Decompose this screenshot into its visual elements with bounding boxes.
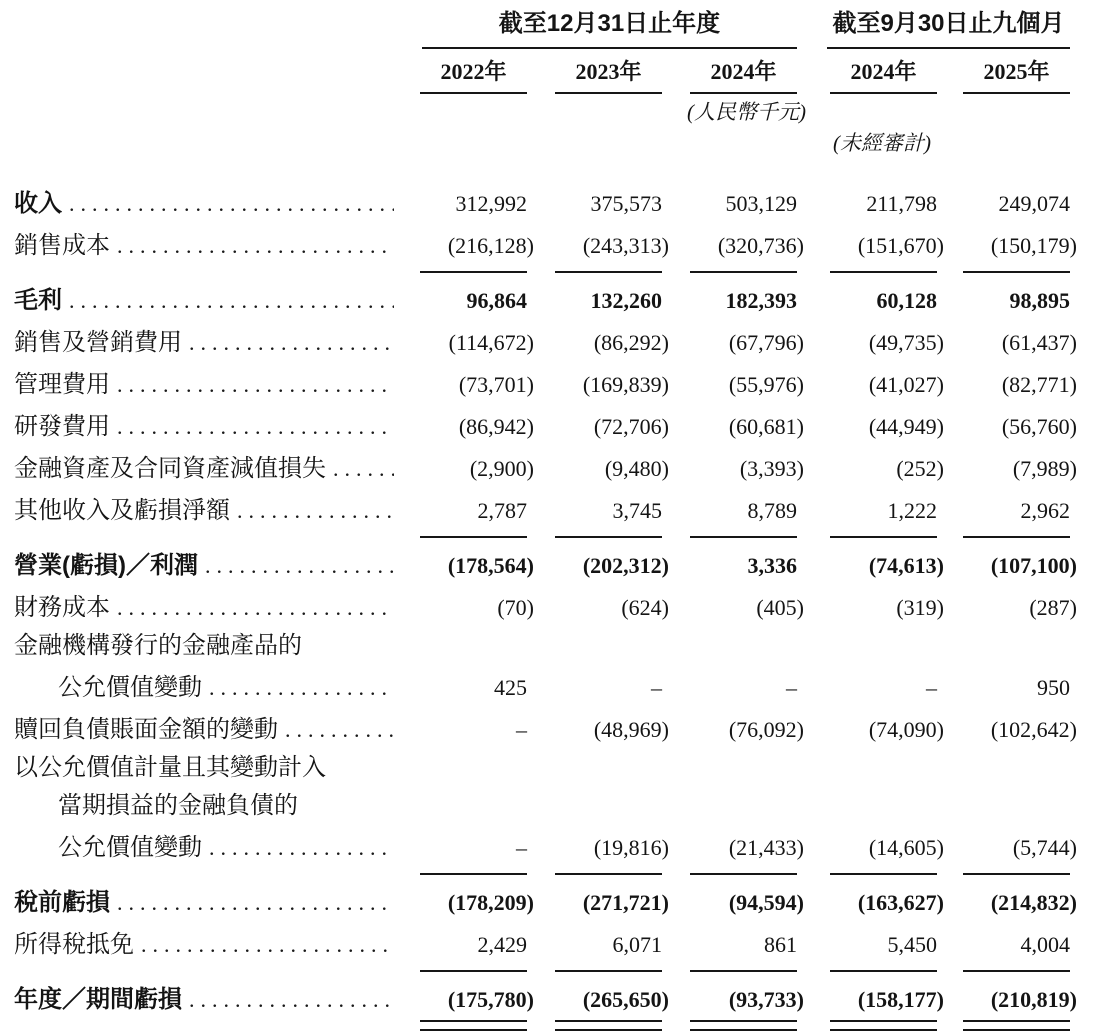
row-label-cell — [14, 986, 406, 1014]
row-label-cell — [14, 889, 406, 917]
cell-value — [662, 792, 797, 820]
unaudited-note: (未經審計) — [833, 131, 931, 155]
value-text: (202,312) — [582, 553, 669, 578]
value-text: (158,177) — [857, 987, 944, 1012]
value-text: 249,074 — [998, 191, 1070, 216]
value-text: (169,839) — [582, 372, 669, 397]
value-text: (178,564) — [447, 553, 534, 578]
table-row — [14, 820, 1098, 875]
cell-value — [937, 792, 1070, 820]
value-text: (320,736) — [717, 233, 804, 258]
cell-value — [406, 287, 527, 315]
value-text: (5,744) — [1012, 835, 1077, 860]
table-row — [14, 315, 1098, 357]
value-text: (48,969) — [593, 717, 669, 742]
value-text: 60,128 — [876, 288, 937, 313]
row-label-cell — [14, 594, 406, 622]
value-text: (175,780) — [447, 987, 534, 1012]
column-header-2024: 2024年 — [662, 59, 797, 94]
cell-value — [662, 455, 804, 483]
cell-value — [797, 287, 937, 315]
value-text: (319) — [896, 595, 944, 620]
cell-value — [662, 931, 797, 972]
row-label: 銷售及營銷費用 — [14, 330, 182, 356]
row-label: 管理費用 — [14, 372, 110, 398]
cell-value — [527, 232, 669, 273]
row-label: 以公允價值計量且其變動計入 — [14, 755, 326, 781]
cell-value — [797, 190, 937, 218]
cell-value — [406, 552, 534, 580]
table-row — [14, 702, 1098, 744]
cell-value — [527, 674, 662, 702]
row-label-cell — [14, 716, 406, 744]
value-text: (3,393) — [739, 456, 804, 481]
row-label: 稅前虧損 — [14, 889, 110, 916]
cell-value — [527, 792, 662, 820]
cell-value — [527, 931, 662, 972]
cell-value — [406, 754, 527, 782]
row-label: 其他收入及虧損淨額 — [14, 498, 230, 524]
cell-value — [797, 455, 944, 483]
cell-value — [662, 986, 804, 1031]
cell-value — [662, 413, 804, 441]
cell-value — [797, 986, 944, 1031]
cell-value — [406, 329, 534, 357]
dot-leader — [237, 497, 394, 525]
value-text: 2,787 — [477, 498, 527, 523]
value-text: (252) — [896, 456, 944, 481]
value-text: (287) — [1029, 595, 1077, 620]
cell-value — [937, 287, 1070, 315]
cell-value — [662, 594, 804, 622]
value-text: (102,642) — [990, 717, 1077, 742]
cell-value — [527, 986, 669, 1031]
row-label: 研發費用 — [14, 414, 110, 440]
value-text: 861 — [764, 932, 797, 957]
value-text: 425 — [494, 675, 527, 700]
table-row — [14, 580, 1098, 622]
cell-value — [406, 716, 527, 744]
cell-value — [662, 497, 797, 538]
dot-leader — [117, 889, 394, 917]
cell-value — [662, 674, 797, 702]
value-text: 1,222 — [887, 498, 937, 523]
cell-value — [406, 986, 534, 1031]
value-text: (74,090) — [868, 717, 944, 742]
cell-value — [527, 552, 669, 580]
value-text: (67,796) — [728, 330, 804, 355]
table-row — [14, 622, 1098, 660]
value-text: (216,128) — [447, 233, 534, 258]
row-label: 金融資產及合同資產減值損失 — [14, 456, 326, 482]
cell-value — [527, 834, 669, 875]
cell-value — [797, 371, 944, 399]
table-row — [14, 441, 1098, 483]
cell-value — [937, 232, 1077, 273]
dot-leader — [117, 232, 394, 260]
cell-value — [797, 792, 937, 820]
value-text: 96,864 — [466, 288, 527, 313]
cell-value — [527, 371, 669, 399]
value-text: (2,900) — [469, 456, 534, 481]
cell-value — [527, 632, 662, 660]
row-label-cell — [14, 413, 406, 441]
table-row — [14, 744, 1098, 782]
column-group-annual-title: 截至12月31日止年度 — [498, 10, 721, 37]
cell-value — [937, 889, 1077, 917]
table-row — [14, 917, 1098, 972]
value-text: 132,260 — [590, 288, 662, 313]
cell-value — [797, 594, 944, 622]
table-header-years — [14, 49, 1098, 94]
value-text: 211,798 — [866, 191, 937, 216]
cell-value — [406, 455, 534, 483]
value-text: (271,721) — [582, 890, 669, 915]
row-label: 收入 — [14, 190, 62, 217]
cell-value — [937, 594, 1077, 622]
cell-value — [937, 190, 1070, 218]
column-header-2025-9m: 2025年 — [937, 59, 1070, 94]
row-label-cell — [14, 232, 406, 260]
value-text: 503,129 — [725, 191, 797, 216]
cell-value — [406, 190, 527, 218]
cell-value — [937, 986, 1077, 1031]
row-label-cell — [14, 329, 406, 357]
cell-value — [406, 632, 527, 660]
cell-value — [406, 834, 527, 875]
row-label: 所得稅抵免 — [14, 932, 134, 958]
row-label-cell — [14, 754, 406, 782]
cell-value — [797, 834, 944, 875]
cell-value — [527, 455, 669, 483]
row-label-cell — [14, 497, 406, 525]
cell-value — [937, 754, 1070, 782]
cell-value — [797, 632, 937, 660]
dot-leader — [209, 674, 394, 702]
audit-note-row — [14, 125, 1098, 156]
cell-value — [406, 792, 527, 820]
value-text: (56,760) — [1001, 414, 1077, 439]
cell-value — [662, 190, 797, 218]
cell-value — [797, 931, 937, 972]
table-row — [14, 538, 1098, 580]
table-row — [14, 176, 1098, 218]
cell-value — [527, 413, 669, 441]
cell-value — [406, 413, 534, 441]
dot-leader — [189, 329, 394, 357]
table-row — [14, 218, 1098, 273]
cell-value — [797, 552, 944, 580]
dot-leader — [333, 455, 394, 483]
value-text: (82,771) — [1001, 372, 1077, 397]
value-text: (7,989) — [1012, 456, 1077, 481]
cell-value — [797, 413, 944, 441]
cell-value — [662, 232, 804, 273]
value-text: 312,992 — [455, 191, 527, 216]
row-label: 公允價值變動 — [58, 835, 202, 861]
value-text: (76,092) — [728, 717, 804, 742]
value-text: 6,071 — [612, 932, 662, 957]
column-header-2024-9m: 2024年 — [797, 59, 937, 94]
cell-value — [937, 716, 1077, 744]
cell-value — [797, 232, 944, 273]
value-text: (55,976) — [728, 372, 804, 397]
value-text: (114,672) — [448, 330, 534, 355]
dot-leader — [117, 594, 394, 622]
value-text: 375,573 — [590, 191, 662, 216]
cell-value — [797, 716, 944, 744]
cell-value — [937, 552, 1077, 580]
value-text: 8,789 — [747, 498, 797, 523]
value-text: (107,100) — [990, 553, 1077, 578]
table-row — [14, 972, 1098, 1031]
cell-value — [527, 287, 662, 315]
value-text: (60,681) — [728, 414, 804, 439]
row-label-cell — [14, 190, 406, 218]
value-text: (150,179) — [990, 233, 1077, 258]
value-text: 2,962 — [1020, 498, 1070, 523]
cell-value — [662, 371, 804, 399]
cell-value — [527, 190, 662, 218]
cell-value — [527, 889, 669, 917]
column-header-2023: 2023年 — [527, 59, 662, 94]
value-text: (44,949) — [868, 414, 944, 439]
value-text: (72,706) — [593, 414, 669, 439]
cell-value — [797, 889, 944, 917]
value-text: (94,594) — [728, 890, 804, 915]
row-label-cell — [14, 371, 406, 399]
value-text: (73,701) — [458, 372, 534, 397]
value-text: 3,745 — [612, 498, 662, 523]
value-text: (70) — [497, 595, 534, 620]
value-text: – — [651, 675, 662, 700]
value-text: (9,480) — [604, 456, 669, 481]
row-label-cell — [14, 792, 406, 820]
value-text: 182,393 — [725, 288, 797, 313]
value-text: (74,613) — [868, 553, 944, 578]
value-text: 5,450 — [887, 932, 937, 957]
cell-value — [937, 931, 1070, 972]
cell-value — [662, 287, 797, 315]
value-text: (61,437) — [1001, 330, 1077, 355]
cell-value — [406, 232, 534, 273]
row-label-cell — [14, 834, 406, 862]
dot-leader — [209, 834, 394, 862]
cell-value — [937, 497, 1070, 538]
dot-leader — [117, 371, 394, 399]
dot-leader — [69, 287, 394, 315]
table-row — [14, 660, 1098, 702]
value-text: (265,650) — [582, 987, 669, 1012]
dot-leader — [205, 552, 394, 580]
cell-value — [527, 594, 669, 622]
row-label: 營業(虧損)／利潤 — [14, 552, 198, 579]
cell-value — [527, 716, 669, 744]
cell-value — [527, 329, 669, 357]
column-group-nine-months-title: 截至9月30日止九個月 — [832, 10, 1065, 37]
cell-value — [937, 834, 1077, 875]
table-row — [14, 782, 1098, 820]
cell-value — [937, 674, 1070, 702]
unit-note-row — [14, 94, 1098, 125]
table-header-groups — [14, 8, 1098, 49]
table-row — [14, 483, 1098, 538]
dot-leader — [117, 413, 394, 441]
value-text: (624) — [621, 595, 669, 620]
table-row — [14, 875, 1098, 917]
cell-value — [937, 413, 1077, 441]
cell-value — [662, 889, 804, 917]
value-text: – — [926, 675, 937, 700]
row-label: 贖回負債賬面金額的變動 — [14, 717, 278, 743]
dot-leader — [189, 986, 394, 1014]
dot-leader — [69, 190, 394, 218]
row-label: 公允價值變動 — [58, 675, 202, 701]
value-text: (178,209) — [447, 890, 534, 915]
column-header-2022: 2022年 — [406, 59, 527, 94]
row-label: 毛利 — [14, 287, 62, 314]
cell-value — [797, 754, 937, 782]
cell-value — [406, 674, 527, 702]
value-text: (41,027) — [868, 372, 944, 397]
value-text: (86,292) — [593, 330, 669, 355]
cell-value — [527, 754, 662, 782]
row-label-cell — [14, 632, 406, 660]
row-label-cell — [14, 674, 406, 702]
cell-value — [937, 455, 1077, 483]
value-text: (405) — [756, 595, 804, 620]
cell-value — [662, 552, 797, 580]
row-label: 當期損益的金融負債的 — [58, 793, 298, 819]
cell-value — [662, 329, 804, 357]
value-text: 950 — [1037, 675, 1070, 700]
cell-value — [406, 594, 534, 622]
table-row — [14, 273, 1098, 315]
column-group-nine-months — [827, 10, 1070, 49]
cell-value — [797, 497, 937, 538]
cell-value — [797, 674, 937, 702]
table-body — [14, 176, 1098, 1031]
value-text: (210,819) — [990, 987, 1077, 1012]
row-label: 財務成本 — [14, 595, 110, 621]
row-label: 銷售成本 — [14, 233, 110, 259]
value-text: (163,627) — [857, 890, 944, 915]
row-label: 金融機構發行的金融產品的 — [14, 633, 302, 659]
cell-value — [406, 497, 527, 538]
value-text: (243,313) — [582, 233, 669, 258]
cell-value — [937, 329, 1077, 357]
value-text: 4,004 — [1020, 932, 1070, 957]
row-label-cell — [14, 552, 406, 580]
row-label-cell — [14, 931, 406, 959]
cell-value — [937, 632, 1070, 660]
value-text: (14,605) — [868, 835, 944, 860]
row-label: 年度／期間虧損 — [14, 986, 182, 1013]
value-text: – — [786, 675, 797, 700]
value-text: (19,816) — [593, 835, 669, 860]
value-text: 98,895 — [1009, 288, 1070, 313]
cell-value — [797, 329, 944, 357]
cell-value — [406, 371, 534, 399]
value-text: – — [516, 835, 527, 860]
cell-value — [662, 834, 804, 875]
value-text: (21,433) — [728, 835, 804, 860]
dot-leader — [141, 931, 394, 959]
value-text: (151,670) — [857, 233, 944, 258]
cell-value — [527, 497, 662, 538]
row-label-cell — [14, 455, 406, 483]
value-text: (214,832) — [990, 890, 1077, 915]
dot-leader — [285, 716, 394, 744]
value-text: 3,336 — [747, 553, 797, 578]
row-label-cell — [14, 287, 406, 315]
value-text: (49,735) — [868, 330, 944, 355]
column-group-annual — [422, 10, 797, 49]
table-row — [14, 399, 1098, 441]
value-text: 2,429 — [477, 932, 527, 957]
value-text: (86,942) — [458, 414, 534, 439]
value-text: (93,733) — [728, 987, 804, 1012]
cell-value — [406, 889, 534, 917]
cell-value — [406, 931, 527, 972]
table-row — [14, 357, 1098, 399]
value-text: – — [516, 717, 527, 742]
cell-value — [662, 754, 797, 782]
cell-value — [662, 716, 804, 744]
cell-value — [937, 371, 1077, 399]
currency-unit-note: (人民幣千元) — [687, 100, 806, 124]
cell-value — [662, 632, 797, 660]
